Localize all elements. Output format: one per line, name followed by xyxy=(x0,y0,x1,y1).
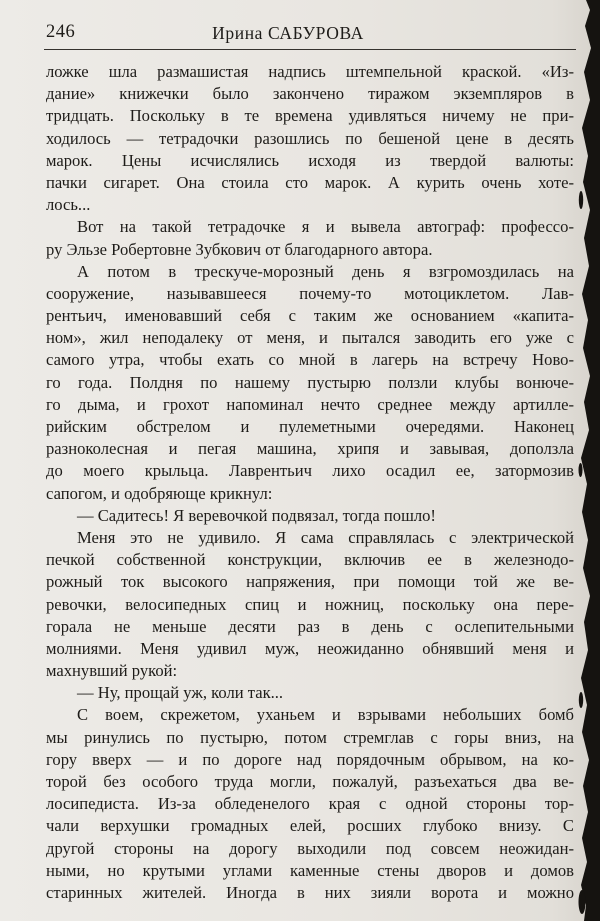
text-line: Меня это не удивило. Я сама справлялась с электрической xyxy=(77,527,574,547)
text-line: старинных жителей. Иногда в них зияли ворота и можно xyxy=(46,882,574,902)
text-line: ными, но крутыми углами каменные стены дворов и домов xyxy=(46,860,574,880)
text-line: махнувший рукой: xyxy=(46,661,178,681)
text-line: Вот на такой тетрадочке я и вывела автограф: профессо- xyxy=(77,217,574,237)
text-line: — Ну, прощай уж, коли так... xyxy=(77,683,284,703)
text-line: ревочки, велосипедных спиц и ножниц, поскольку она пере- xyxy=(46,594,574,614)
text-line: до моего крыльца. Лаврентьич лихо осадил ее, затормозив xyxy=(46,461,574,481)
text-line: сапогом, и одобряюще крикнул: xyxy=(46,483,273,503)
author-header: Ирина САБУРОВА xyxy=(212,23,364,43)
text-line: печкой собственной конструкции, включив ее в железнодо- xyxy=(46,550,574,570)
text-line: рентьич, именовавший себя с таким же основанием «капита- xyxy=(46,306,574,326)
text-line: молниями. Меня удивил муж, неожиданно обнявший меня и xyxy=(46,638,574,658)
scan-edge-artifact xyxy=(578,0,600,921)
header-rule xyxy=(44,49,576,50)
text-line: А потом в трескуче-морозный день я взгромоздилась на xyxy=(77,261,574,281)
text-block xyxy=(46,61,574,904)
text-line: самого утра, чтобы ехать со мной в лагерь на встречу Ново- xyxy=(46,350,574,370)
page-header xyxy=(46,22,570,48)
text-line: ложке шла размашистая надпись штемпельной краской. «Из- xyxy=(46,62,574,81)
text-line: пачки сигарет. Она стоила сто марок. А курить очень хоте- xyxy=(46,172,574,192)
page-number: 246 xyxy=(46,22,76,42)
text-line: лосипедиста. Из-за обледенелого края с одной стороны тор- xyxy=(46,794,574,814)
text-line: горала не меньше десяти раз в день с ослепительными xyxy=(46,616,574,636)
text-line: лось... xyxy=(46,195,91,215)
text-line: ру Эльзе Робертовне Зубкович от благодарного автора. xyxy=(46,239,433,259)
text-line: С воем, скрежетом, уханьем и взрывами небольших бомб xyxy=(77,705,574,725)
text-line: — Садитесь! Я веревочкой подвязал, тогда пошло! xyxy=(77,505,436,525)
text-line: марок. Цены исчислялись исходя из твердой валюты: xyxy=(46,150,574,170)
text-line: ходилось — тетрадочки разошлись по бешеной цене в десять xyxy=(46,128,574,148)
text-line: дание» книжечки было закончено тиражом экземпляров в xyxy=(46,84,574,104)
text-line: другой стороны на дорогу выходили под совсем неожидан- xyxy=(46,838,574,858)
text-line: рийским обстрелом и пулеметными очередями. Наконец xyxy=(46,417,574,436)
text-line: гору вверх — и по дороге над порядочным обрывом, на ко- xyxy=(46,749,574,769)
text-line: го года. Полдня по нашему пустырю ползли клубы вонюче- xyxy=(46,372,574,392)
text-line: ном», жил неподалеку от меня, и пытался заводить его уже с xyxy=(46,328,574,348)
text-line: рожный ток высокого напряжения, при помощи той же ве- xyxy=(46,572,574,592)
text-line: торой без особого труда могли, пожалуй, разъехаться два ве- xyxy=(46,772,574,791)
text-line: разноколесная и пегая машина, хрипя и завывая, доползла xyxy=(46,439,574,459)
text-line: мы ринулись по пустырю, потом стремглав с горы вниз, на xyxy=(46,727,574,747)
text-line: тридцать. Поскольку в те времена удивляться ничему не при- xyxy=(46,106,574,126)
text-line: чали верхушки громадных елей, росших глубоко внизу. С xyxy=(46,816,574,836)
text-line: сооружение, называвшееся почему-то мотоциклетом. Лав- xyxy=(46,283,574,303)
text-line: го дыма, и грохот напоминал нечто среднее между артилле- xyxy=(46,394,574,414)
